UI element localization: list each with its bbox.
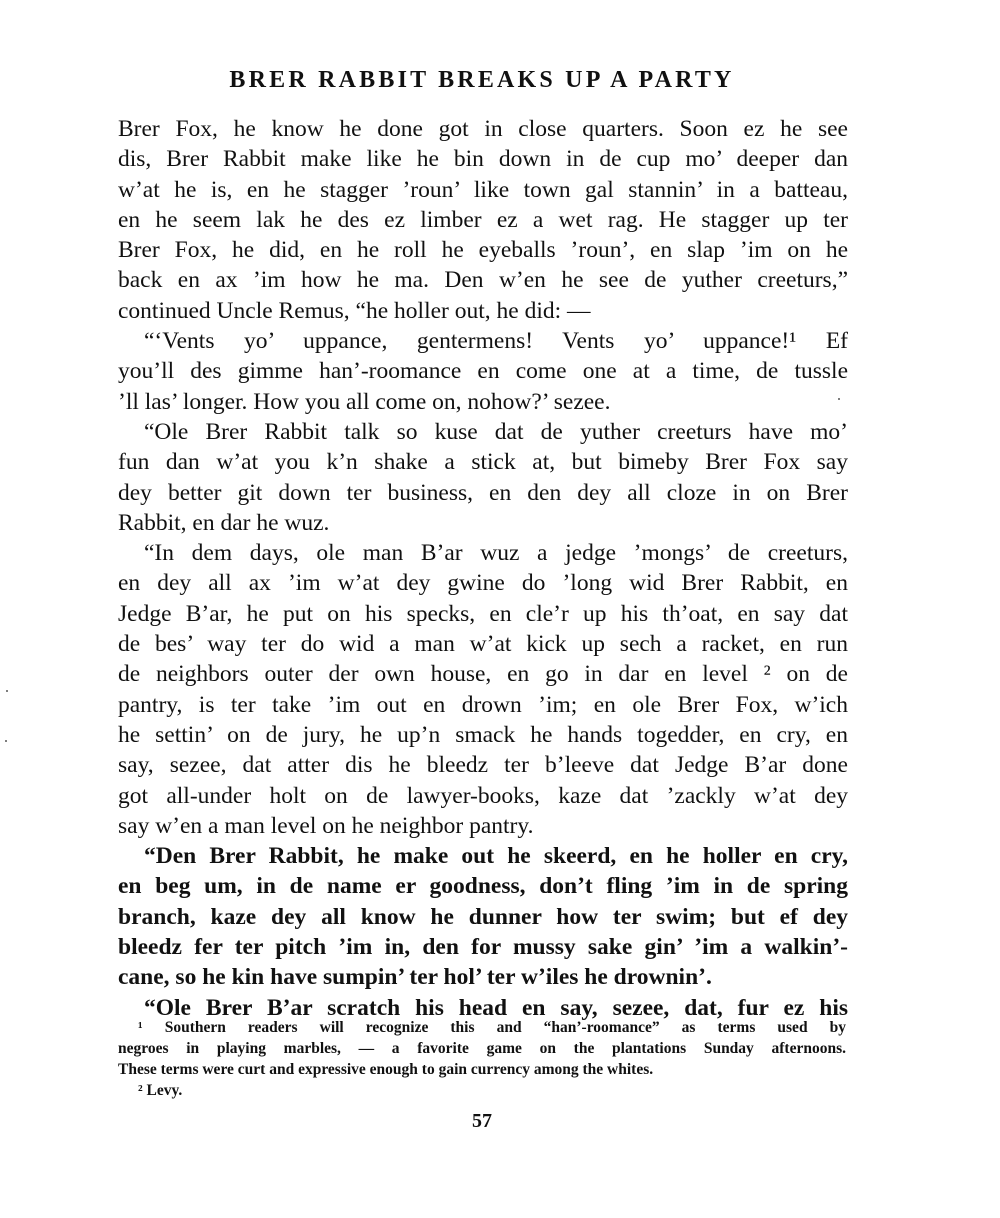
text-line: branch, kaze dey all know he dunner how ter swim; but ef dey: [118, 903, 848, 930]
footnotes: [118, 1017, 846, 1101]
scan-speck: [838, 398, 840, 400]
scan-speck: [6, 690, 8, 692]
text-line: back en ax ’im how he ma. Den w’en he see de yuther creeturs,”: [118, 267, 848, 294]
text-line: “‘Vents yo’ uppance, gentermens! Vents yo’ uppance!¹ Ef: [144, 328, 848, 355]
text-line: dis, Brer Rabbit make like he bin down in de cup mo’ deeper dan: [118, 146, 848, 173]
text-line: say, sezee, dat atter dis he bleedz ter b’leeve dat Jedge B’ar done: [118, 752, 848, 779]
footnote-line: ¹ Southern readers will recognize this and “han’-roomance” as terms used by: [138, 1019, 846, 1036]
running-head: BRER RABBIT BREAKS UP A PARTY: [229, 67, 735, 93]
text-line: he settin’ on de jury, he up’n smack he hands togedder, en cry, en: [118, 721, 848, 748]
page-number: 57: [472, 1110, 492, 1132]
text-line: en he seem lak he des ez limber ez a wet rag. He stagger up ter: [118, 206, 848, 233]
text-line: “Den Brer Rabbit, he make out he skeerd, en he holler en cry,: [144, 843, 848, 870]
text-line: w’at he is, en he stagger ’roun’ like town gal stannin’ in a batteau,: [118, 176, 848, 203]
footnote-line: These terms were curt and expressive enough to gain currency among the whites.: [118, 1061, 654, 1078]
text-line: got all-under holt on de lawyer-books, kaze dat ’zackly w’at dey: [118, 782, 848, 809]
text-line: dey better git down ter business, en den dey all cloze in on Brer: [118, 479, 848, 506]
text-line: cane, so he kin have sumpin’ ter hol’ ter w’iles he drownin’.: [118, 964, 712, 991]
text-line: continued Uncle Remus, “he holler out, he did: —: [118, 297, 591, 324]
text-line: Rabbit, en dar he wuz.: [118, 509, 330, 536]
text-line: Brer Fox, he did, en he roll he eyeballs ’roun’, en slap ’im on he: [118, 237, 848, 264]
text-line: ’ll las’ longer. How you all come on, nohow?’ sezee.: [118, 388, 611, 415]
text-line: pantry, is ter take ’im out en drown ’im; en ole Brer Fox, w’ich: [118, 691, 848, 718]
body-text: [118, 114, 848, 1023]
footnote-line: ² Levy.: [138, 1082, 183, 1099]
text-line: de neighbors outer der own house, en go in dar en level ² on de: [118, 661, 848, 688]
text-line: “Ole Brer Rabbit talk so kuse dat de yuther creeturs have mo’: [144, 418, 848, 445]
text-line: fun dan w’at you k’n shake a stick at, but bimeby Brer Fox say: [118, 449, 848, 476]
text-line: “In dem days, ole man B’ar wuz a jedge ’mongs’ de creeturs,: [144, 540, 848, 567]
text-line: “Ole Brer B’ar scratch his head en say, sezee, dat, fur ez his: [144, 994, 848, 1021]
text-line: bleedz fer ter pitch ’im in, den for mussy sake gin’ ’im a walkin’-: [118, 934, 848, 961]
text-line: de bes’ way ter do wid a man w’at kick up sech a racket, en run: [118, 631, 848, 658]
text-line: you’ll des gimme han’-roomance en come one at a time, de tussle: [118, 358, 848, 385]
footnote-line: negroes in playing marbles, — a favorite game on the plantations Sunday afternoons.: [118, 1040, 846, 1057]
text-line: en dey all ax ’im w’at dey gwine do ’long wid Brer Rabbit, en: [118, 570, 848, 597]
scan-speck: [5, 740, 7, 742]
text-line: Brer Fox, he know he done got in close quarters. Soon ez he see: [118, 116, 848, 142]
text-line: Jedge B’ar, he put on his specks, en cle’r up his th’oat, en say dat: [118, 600, 848, 627]
text-line: say w’en a man level on he neighbor pantry.: [118, 812, 534, 839]
text-line: en beg um, in de name er goodness, don’t fling ’im in de spring: [118, 873, 848, 900]
